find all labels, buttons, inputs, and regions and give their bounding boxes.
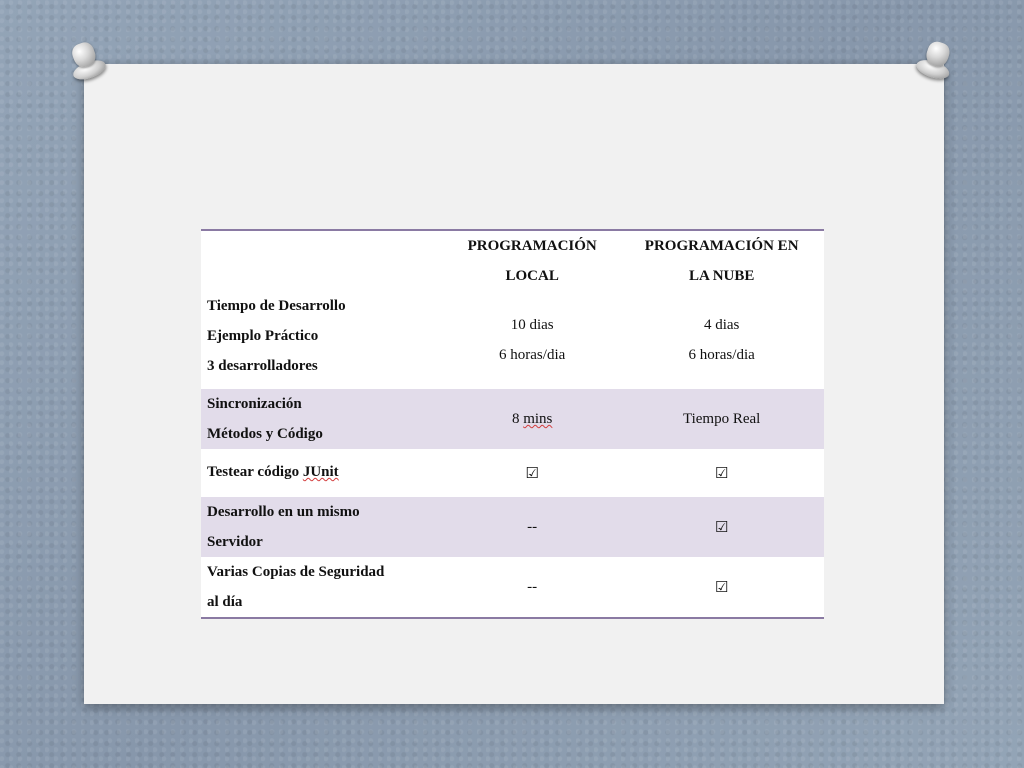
- row-label-text: Testear código: [207, 464, 303, 480]
- row-label: [201, 557, 445, 618]
- checkbox-checked-icon: ☑: [714, 577, 729, 596]
- header-cloud: [619, 230, 824, 291]
- row-label: [201, 389, 445, 449]
- row-label-line: Tiempo de Desarrollo: [207, 298, 346, 314]
- local-value: --: [527, 579, 538, 595]
- table-row: [201, 557, 824, 618]
- cloud-value: [619, 291, 824, 389]
- row-label-line: Ejemplo Práctico: [207, 328, 319, 344]
- row-label-line: al día: [207, 594, 243, 610]
- local-value-line: 10 dias: [510, 317, 554, 333]
- cloud-value: Tiempo Real: [619, 389, 824, 449]
- table-row: [201, 497, 824, 557]
- row-label-line: 3 desarrolladores: [207, 358, 318, 374]
- row-label-line: Sincronización: [207, 396, 302, 412]
- table-row: [201, 449, 824, 497]
- checkbox-checked-icon: ☑: [714, 517, 729, 536]
- row-label-line: Métodos y Código: [207, 426, 323, 442]
- spellcheck-underlined-text: JUnit: [302, 464, 339, 480]
- row-label: [201, 291, 445, 389]
- cloud-value: [619, 449, 824, 497]
- row-label-line: Varias Copias de Seguridad: [207, 564, 385, 580]
- header-cloud-line-2: LA NUBE: [688, 268, 755, 284]
- local-value: --: [445, 497, 619, 557]
- row-label-line: Servidor: [207, 534, 263, 550]
- table-row: [201, 389, 824, 449]
- table-header-row: [201, 230, 824, 291]
- row-label: [201, 449, 445, 497]
- cloud-value: [619, 557, 824, 618]
- cloud-value: [619, 497, 824, 557]
- row-label-line: Desarrollo en un mismo: [207, 504, 360, 520]
- cloud-value-line: 4 dias: [703, 317, 740, 333]
- header-local-line-2: LOCAL: [505, 268, 559, 284]
- header-cloud-line-1: PROGRAMACIÓN EN: [644, 238, 799, 254]
- header-local: [445, 230, 619, 291]
- spellcheck-underlined-text: mins: [523, 411, 553, 427]
- checkbox-checked-icon: ☑: [714, 463, 729, 482]
- local-value: [445, 291, 619, 389]
- row-label: [201, 497, 445, 557]
- local-value: [445, 389, 619, 449]
- comparison-table: [201, 229, 824, 619]
- local-value-text: 8: [511, 411, 524, 427]
- table-row: [201, 291, 824, 389]
- header-local-line-1: PROGRAMACIÓN: [467, 238, 597, 254]
- header-empty-cell: [201, 230, 445, 291]
- local-value-line: 6 horas/dia: [499, 347, 566, 363]
- cloud-value-line: 6 horas/dia: [688, 347, 755, 363]
- local-value: [445, 449, 619, 497]
- checkbox-checked-icon: ☑: [525, 463, 539, 482]
